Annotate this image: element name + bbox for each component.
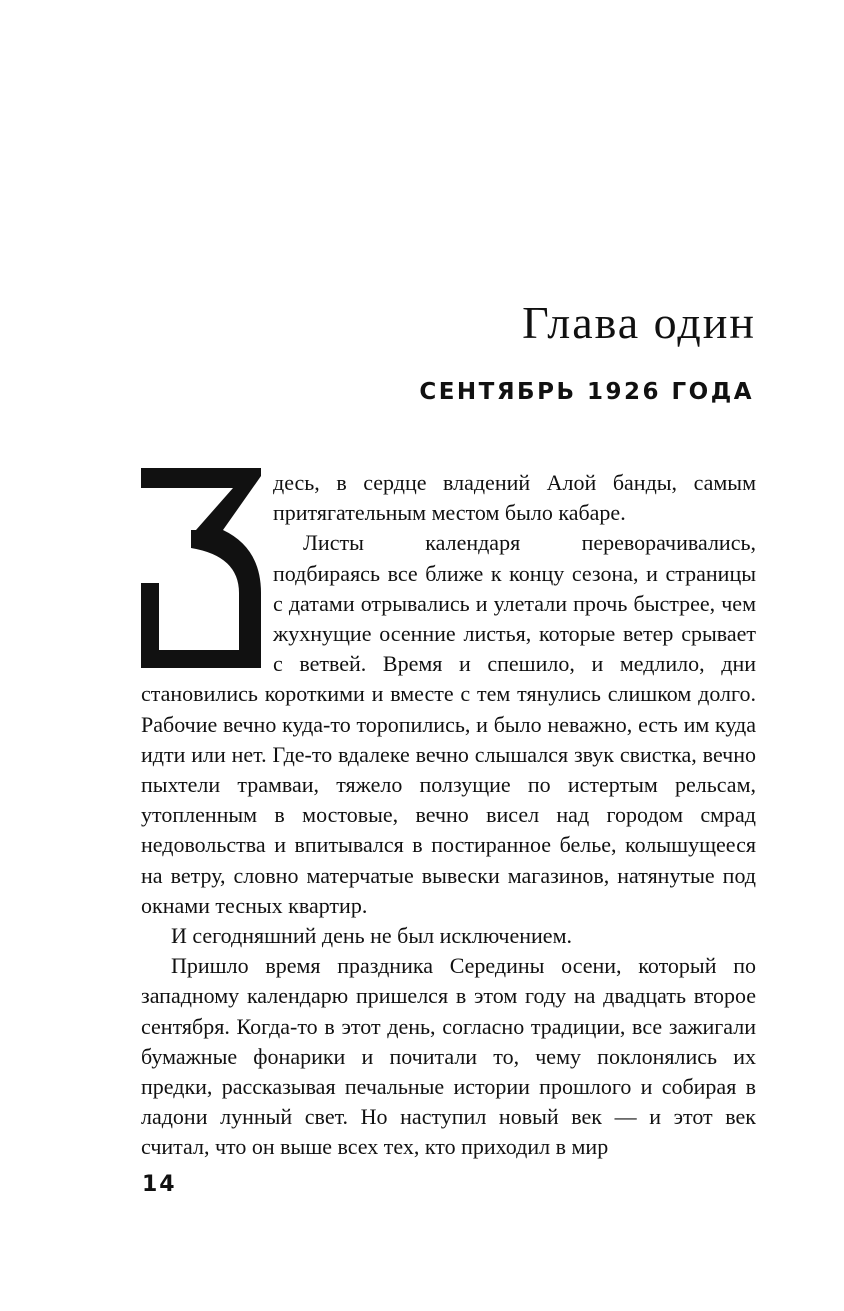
- paragraph-4: Пришло время праздника Середины осени, который по западному календарю пришелся в этом году на двадцать второе сентября. Когда-то в этот день, согласно традиции, все зажигали бумажные фонарики и почитали то, чему поклонялись их предки, рассказывая печальные истории прошлого и собирая в ладони лунный свет. Но наступил новый век — и этот век считал, что он выше всех тех, кто приходил в мир: [141, 953, 756, 1160]
- chapter-body: [141, 468, 756, 1163]
- paragraph-2: Листы календаря переворачивались, подбираясь все ближе к концу сезона, и страницы с датами отрывались и улетали прочь быстрее, чем жухнущие осенние листья, которые ветер срывает с ветвей. Время и спешило, и медлило, дни становились короткими и вместе с тем тянулись слишком долго. Рабочие вечно куда-то торопились, и было неважно, есть им куда идти или нет. Где-то вдалеке вечно слышался звук свистка, вечно пыхтели трамваи, тяжело ползущие по истертым рельсам, утопленным в мостовые, вечно висел над городом смрад недовольства и впитывался в постиранное белье, колышущееся на ветру, словно матерчатые вывески магазинов, натянутые под окнами тесных квартир.: [141, 530, 756, 918]
- paragraph-1: десь, в сердце владений Алой банды, самым притягательным местом было кабаре.: [273, 470, 756, 526]
- paragraph-3: И сегодняшний день не был исключением.: [171, 923, 572, 949]
- page-number: 14: [142, 1172, 177, 1197]
- chapter-subtitle: СЕНТЯБРЬ 1926 ГОДА: [419, 379, 754, 405]
- drop-cap-letter: [141, 468, 261, 668]
- chapter-title: Глава один: [522, 297, 756, 348]
- drop-cap-glyph: [141, 468, 261, 668]
